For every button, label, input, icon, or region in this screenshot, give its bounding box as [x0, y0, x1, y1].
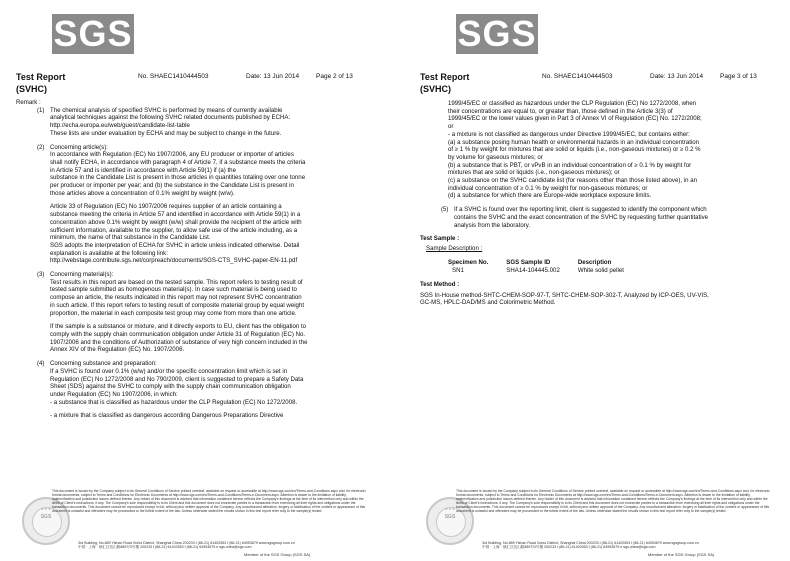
description-cell: White solid pellet [577, 267, 624, 275]
report-title: Test Report [16, 72, 66, 82]
item-line: Concerning substance and preparation: [50, 360, 157, 368]
remark-item-3b [16, 323, 366, 354]
item-line: Concerning article(s): [50, 143, 108, 151]
report-number: No. SHAEC1410444503 [138, 73, 209, 80]
table-row [448, 266, 642, 275]
svhc-paper-link[interactable]: http://webstage.contribute.sgs.net/corpreach/documents/SGS-CTS_SVHC-paper-EN-11.pdf [50, 257, 298, 265]
item-line: Regulation (EC) No 1272/2008 and No 790/2009, client is suggested to prepare a Safety Data [50, 375, 304, 383]
item-line: substance in the Candidate List is present in those articles in quantities totaling over one tonne [50, 174, 306, 182]
item-line: - a mixture that is classified as dangerous according Dangerous Preparations Directive [50, 412, 284, 420]
member-label: Member of the SGS Group (SGS SA) [244, 552, 311, 557]
remark-item-4b [16, 412, 366, 420]
item-line: under Regulation (EC) No 1907/2006, in which: [50, 390, 178, 398]
page-number: Page 3 of 13 [720, 73, 757, 80]
item-line: compose an article, the results indicated in this report may not represent SVHC concentration [50, 294, 302, 302]
footer-disclaimer: This document is issued by the Company subject to its General Conditions of Service printed overleaf, available on request or accessible at http://www.sgs.com/en/Terms-and-Conditions.aspx and, for electronic format documents, subject to Terms and Conditions for Electronic Documents at http://www.sgs.com/en/Terms-and-Conditions/Terms-e-Document.aspx. Attention is drawn to the limitation of liability, indemnification and jurisdiction issues defined therein. Any holder of this document is advised that information contained hereon reflects the Company's findings at the time of its intervention only and within the limits of Client's instructions, if any. The Company's sole responsibility is to its Client and this document does not exonerate parties to a transaction from exercising all their rights and obligations under the transaction documents. This document cannot be reproduced except in full, without prior written approval of the Company. Any unauthorized alteration, forgery or falsification of the content or appearance of this document is unlawful and offenders may be prosecuted to the fullest extent of the law. Unless otherwise stated the results shown in this test report refer only to the sample(s) tested. [52, 489, 366, 514]
item-line: mixtures that are solid or liquids (i.e., non-gaseous mixtures); or [448, 169, 620, 177]
footer-disclaimer: This document is issued by the Company subject to its General Conditions of Service printed overleaf, available on request or accessible at http://www.sgs.com/en/Terms-and-Conditions.aspx and, for electronic format documents, subject to Terms and Conditions for Electronic Documents at http://www.sgs.com/en/Terms-and-Conditions/Terms-e-Document.aspx. Attention is drawn to the limitation of liability, indemnification and jurisdiction issues defined therein. Any holder of this document is advised that information contained hereon reflects the Company's findings at the time of its intervention only and within the limits of Client's instructions, if any. The Company's sole responsibility is to its Client and this document does not exonerate parties to a transaction from exercising all their rights and obligations under the transaction documents. This document cannot be reproduced except in full, without prior written approval of the Company. Any unauthorized alteration, forgery or falsification of the content or appearance of this document is unlawful and offenders may be prosecuted to the fullest extent of the law. Unless otherwise stated the results shown in this test report refer only to the sample(s) tested. [456, 489, 770, 514]
item-line: Article 33 of Regulation (EC) No 1907/2006 requires supplier of an article containing a [50, 203, 282, 211]
item-line: In accordance with Regulation (EC) No 1907/2006, any EU producer or importer of articles [50, 151, 294, 159]
sample-description-label: Sample Description : [426, 244, 483, 252]
item-line: contains the SVHC and the exact concentration of the SVHC by requesting further quantitative [454, 213, 709, 221]
item-line: Sheet (SDS) against the SVHC to comply with the supply chain communication obligation [50, 383, 291, 391]
remark-item-2 [16, 144, 366, 198]
remark-item-4 [16, 360, 366, 406]
item-line: shall notify ECHA, in accordance with paragraph 4 of Article 7, if a substance meets the criteria [50, 158, 306, 166]
specimen-no-cell: SN1 [452, 267, 464, 275]
item-line: - a mixture is not classified as dangerous under Directive 1999/45/EC, but contains either: [448, 130, 690, 138]
member-label: Member of the SGS Group (SGS SA) [648, 552, 715, 557]
item-line: 1907/2006 and the conditions of Authorization of substance of very high concern included in the [50, 338, 308, 346]
item-line: If a SVHC is found over the reporting limit, client is suggested to identify the component which [454, 206, 707, 214]
echa-link[interactable]: http://echa.europa.eu/web/guest/candidate-list-table [50, 122, 190, 130]
sgs-logo: SGS [457, 13, 537, 54]
item-line: SGS In-House method-SHTC-CHEM-SOP-97-T, SHTC-CHEM-SOP-302-T, Analyzed by ICP-OES, UV-VIS, [420, 291, 709, 299]
item-line: by volume for gaseous mixtures; or [448, 153, 543, 161]
item-line: (c) a substance on the SVHC candidate list (for reasons other than those listed above), in an [448, 177, 697, 185]
item-line: in such article. If this report refers to testing result of composite material group by equal weight [50, 301, 305, 309]
report-subtitle: (SVHC) [16, 84, 47, 94]
item-line: their concentrations are equal to, or greater than, those defined in the Article 3(3) of [448, 107, 673, 115]
item-line: If a SVHC is found over 0.1% (w/w) and/or the specific concentration limit which is set in [50, 367, 288, 375]
column-header: Specimen No. [448, 258, 489, 266]
item-line: Test results in this report are based on the tested sample. This report refers to testing result of [50, 278, 303, 286]
test-method-text [420, 292, 770, 307]
item-line: proportion, the material in each composite test group may come from more than one article. [50, 309, 297, 317]
remark-continuation [420, 100, 770, 313]
item-line: Annex XIV of the Regulation (EC) No. 1907/2006. [50, 346, 185, 354]
seal-stars: ★ ★ ★ [41, 507, 51, 511]
item-number: (2) [37, 143, 45, 151]
item-line: minimum, the name of that substance in the Candidate List. [50, 234, 211, 242]
item-line: - a substance that is classified as hazardous under the CLP Regulation (EC) No 1272/2008. [50, 398, 298, 406]
test-sample-heading: Test Sample : [420, 235, 460, 243]
table-header-row [448, 259, 642, 267]
remark-section [16, 99, 366, 426]
item-number: (5) [441, 206, 449, 214]
column-header: SGS Sample ID [506, 258, 551, 266]
item-line: These lists are under evaluation by ECHA and may be subject to change in the future. [50, 129, 282, 137]
item-line: sufficient information, available to the supplier, to allow safe use of the article including, as a [50, 226, 298, 234]
item-line: (d) a substance for which there are Europe-wide workplace exposure limits. [448, 192, 652, 200]
test-method-heading: Test Method : [420, 281, 460, 289]
sample-id-cell: SHA14-104445.002 [506, 267, 560, 275]
item-line: in Article 57 and is identified in accordance with Article 59(1) if (a) the [50, 166, 236, 174]
address-line: 3rd Building, No.889 Yishan Road Xuhui District, Shanghai China 200233 t (86-21) 61402553 f (86-21) 64953679 www.sgsgroup.com.cn [78, 541, 295, 545]
report-title: Test Report [420, 72, 470, 82]
sample-description-heading [420, 245, 770, 253]
item-line: comply with the supply chain communication obligation under Article 31 of Regulation (EC) No. [50, 330, 306, 338]
footer-address [78, 541, 295, 550]
item-line: (a) a substance posing human health or environmental hazards in an individual concentration [448, 138, 700, 146]
item-line: The chemical analysis of specified SVHC is performed by means of currently available [50, 106, 283, 114]
item-line: substance meeting the criteria in Article 57 and identified in accordance with Article 59(1) in a [50, 211, 301, 219]
item-line: analytical techniques against the following SVHC related documents published by ECHA: [50, 114, 291, 122]
report-page-2 [8, 0, 380, 561]
report-subtitle: (SVHC) [420, 84, 451, 94]
item-line: individual concentration of ≥ 0.1 % by weight for non-gaseous mixtures; or [448, 184, 648, 192]
item-line: 1999/45/EC or the lower values given in Part 3 of Annex VI of Regulation (EC) No. 1272/2008; [448, 115, 702, 123]
item-number: (1) [37, 106, 45, 114]
address-line: 中国 · 上海 · 徐汇区宜山路889号3号楼 200233 t (86-21) 61402553 f (86-21) 64953679 e sgs.china@sgs.com [482, 545, 656, 550]
remark-label: Remark : [16, 99, 41, 106]
remark-item-3 [16, 271, 366, 317]
page-number: Page 2 of 13 [316, 73, 353, 80]
seal-text: SGS [444, 514, 456, 520]
item-line: If the sample is a substance or mixture, and it directly exports to EU, client has the obligation to [50, 323, 307, 331]
item-number: (3) [37, 271, 45, 279]
item-line: GC-MS, HPLC-DAD/MS and Colorimetric Method. [420, 299, 556, 307]
item-line: Concerning material(s): [50, 271, 114, 279]
sample-table [448, 259, 642, 275]
remark-item-5 [420, 206, 770, 229]
item-line: of ≥ 1 % by weight for mixtures that are solid or liquids (i.e., non-gaseous mixtures) or ≥ 0.2 % [448, 146, 701, 154]
item-line: per producer or importer per year; and (b) the substance in the Candidate List is present in [50, 182, 294, 190]
remark-item-2b [16, 203, 366, 265]
item-line: (b) a substance that is PBT, or vPvB in an individual concentration of ≥ 0.1 % by weight for [448, 161, 692, 169]
sgs-logo: SGS [53, 13, 133, 54]
column-header: Description [577, 258, 612, 266]
seal-stars: ★ ★ ★ [445, 507, 455, 511]
report-date: Date: 13 Jun 2014 [650, 73, 704, 80]
item-line: explanation is available at the following link: [50, 249, 168, 257]
report-page-3 [412, 0, 784, 561]
address-line: 3rd Building, No.889 Yishan Road Xuhui District, Shanghai China 200233 t (86-21) 61402553 f (86-21) 64953679 www.sgsgroup.com.cn [482, 541, 699, 545]
footer-address [482, 541, 699, 550]
item-line: concentration above 0.1% weight by weight (w/w) shall provide the recipient of the article with [50, 218, 302, 226]
item-line: tested sample submitted as homogenous material(s). In case such material is being used to [50, 286, 297, 294]
report-number: No. SHAEC1410444503 [542, 73, 613, 80]
item-line: those articles above a concentration of 0.1% weight by weight (w/w). [50, 189, 235, 197]
seal-text: SGS [40, 514, 52, 520]
item-line: or [448, 123, 454, 131]
item-line: SGS adopts the interpretation of ECHA for SVHC in article unless indicated otherwise. Detail [50, 241, 300, 249]
item-number: (4) [37, 360, 45, 368]
report-date: Date: 13 Jun 2014 [246, 73, 300, 80]
item-line: analysis from the laboratory. [454, 221, 531, 229]
item-line: 1999/45/EC or classified as hazardous under the CLP Regulation (EC) No 1272/2008, when [448, 100, 697, 107]
address-line: 中国 · 上海 · 徐汇区宜山路889号3号楼 200233 t (86-21) 61402553 f (86-21) 64953679 e sgs.china@sgs.com [78, 545, 252, 550]
continuation-paragraph [420, 100, 770, 200]
remark-item-1 [16, 107, 366, 138]
